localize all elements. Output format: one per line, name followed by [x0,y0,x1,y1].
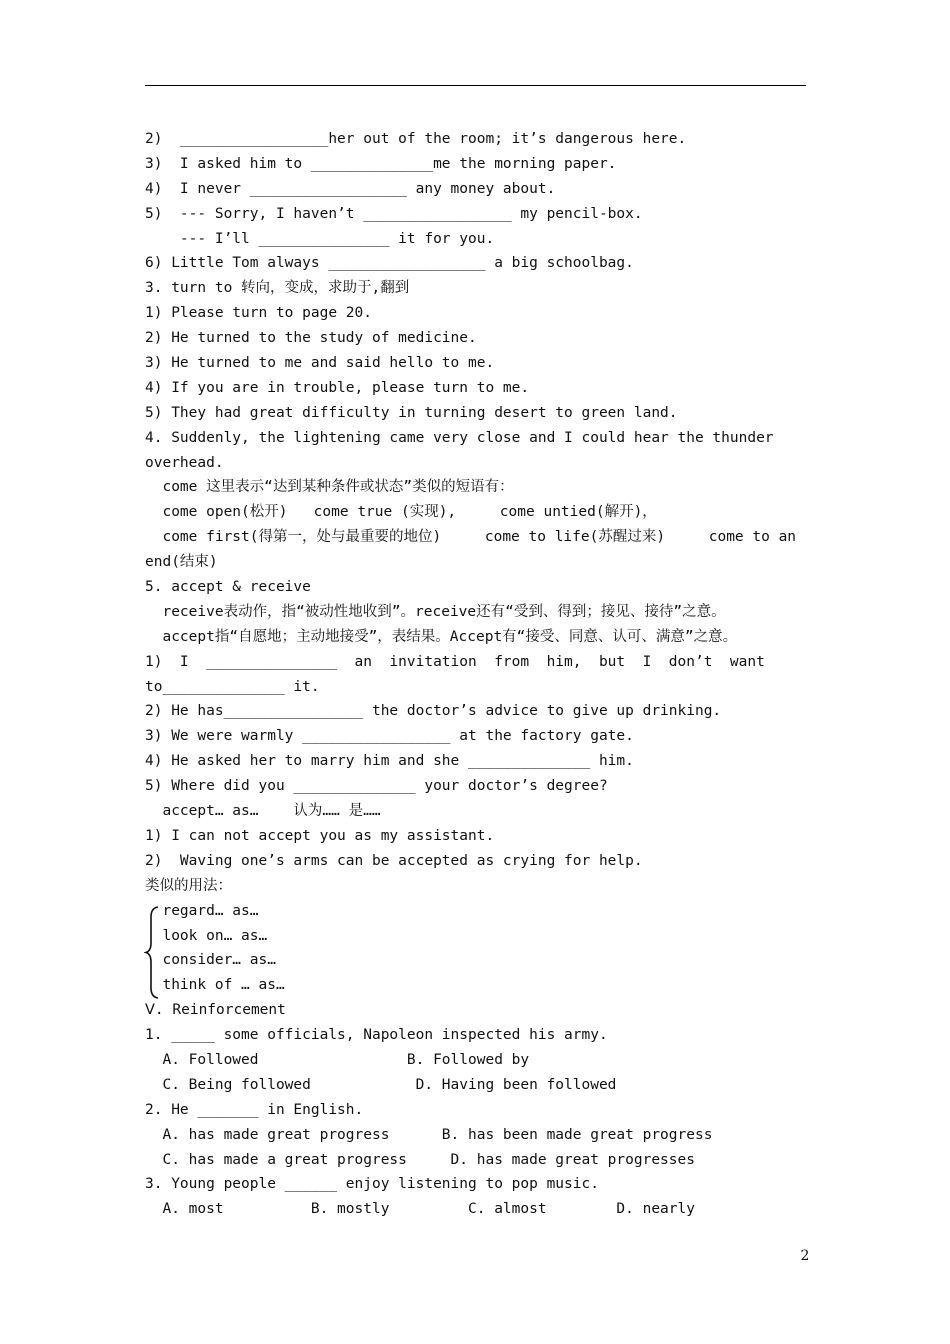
page-body [145,127,806,1222]
section-heading: 3. turn to 转向，变成，求助于,翻到 [145,280,410,297]
usage-item: consider… as… [145,952,276,969]
answer-options: C. has made a great progress D. has made great progresses [145,1151,695,1168]
text-line: accept… as… 认为…… 是…… [145,803,381,820]
section-heading: 5. accept & receive [145,579,311,596]
usage-item: look on… as… [145,927,268,944]
text-line: 3) I asked him to ______________me the morning paper. [145,155,617,172]
text-line: overhead. [145,454,224,471]
usage-item: regard… as… [145,902,259,919]
text-line: 2) He turned to the study of medicine. [145,330,477,347]
usage-item: think of … as… [145,977,285,994]
text-line: end(结束) [145,554,218,571]
answer-options: A. Followed B. Followed by [145,1051,530,1068]
text-line: 5) --- Sorry, I haven’t _________________ my pencil-box. [145,205,643,222]
text-line: 1) I can not accept you as my assistant. [145,827,495,844]
text-line: --- I’ll _______________ it for you. [145,230,495,247]
text-line: 4) I never __________________ any money about. [145,180,556,197]
text-line: 4) He asked her to marry him and she ______________ him. [145,753,634,770]
text-line: come open(松开) come true (实现), come untied(解开)， [145,504,657,521]
section-heading: Ⅴ. Reinforcement [145,1002,286,1019]
text-line: 类似的用法： [145,877,232,894]
text-line: 4) If you are in trouble, please turn to me. [145,379,530,396]
text-line: come 这里表示“达到某种条件或状态”类似的短语有： [145,479,514,496]
text-line: 2) He has________________ the doctor’s advice to give up drinking. [145,703,722,720]
text-line: 1) I _______________ an invitation from him, but I don’t want [145,653,765,670]
text-line: come first(得第一，处与最重要的地位) come to life(苏醒过来) come to an [145,529,797,546]
answer-options: A. has made great progress B. has been made great progress [145,1126,713,1143]
header-rule [145,85,806,86]
text-line: accept指“自愿地；主动地接受”，表结果。Accept有“接受、同意、认可、满意”之意。 [145,628,738,645]
text-line: 2) _________________her out of the room; it’s dangerous here. [145,131,687,147]
text-line: receive表动作，指“被动性地收到”。receive还有“受到、得到；接见、接待”之意。 [145,603,726,620]
text-line: 5) Where did you ______________ your doctor’s degree? [145,778,608,795]
question-line: 3. Young people ______ enjoy listening to pop music. [145,1176,599,1193]
text-line: 3) We were warmly _________________ at the factory gate. [145,728,634,745]
section-heading: 4. Suddenly, the lightening came very close and I could hear the thunder [145,429,774,446]
question-line: 2. He _______ in English. [145,1101,364,1118]
text-line: to______________ it. [145,678,320,695]
answer-options: A. most B. mostly C. almost D. nearly [145,1201,695,1218]
text-line: 1) Please turn to page 20. [145,305,372,322]
page-number: 2 [800,1248,810,1264]
left-brace-icon [144,905,160,1000]
text-line: 6) Little Tom always __________________ a big schoolbag. [145,255,634,272]
text-line: 3) He turned to me and said hello to me. [145,355,495,372]
text-line: 5) They had great difficulty in turning desert to green land. [145,404,678,421]
question-line: 1. _____ some officials, Napoleon inspected his army. [145,1027,608,1044]
text-line: 2) Waving one’s arms can be accepted as crying for help. [145,852,643,869]
answer-options: C. Being followed D. Having been followed [145,1076,617,1093]
